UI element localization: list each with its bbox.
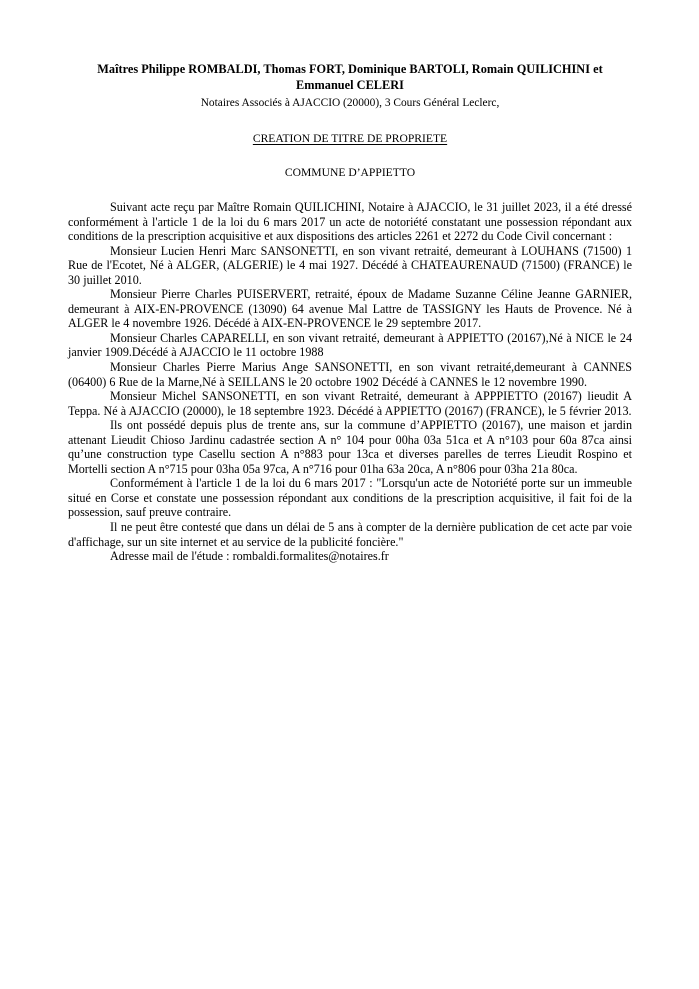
document-content [68,62,632,564]
document-title-text: CREATION DE TITRE DE PROPRIETE [252,132,448,145]
paragraph-email: Adresse mail de l'étude : rombaldi.formalites@notaires.fr [110,549,389,564]
paragraph-person-5: Monsieur Michel SANSONETTI, en son vivant Retraité, demeurant à APPPIETTO (20167) lieudit A Teppa. Né à AJACCIO (20000), le 18 septembre 1923. Décédé à APPIETTO (20167) (FRANCE), le 5 février 2013. [68,389,632,418]
paragraph-intro: Suivant acte reçu par Maître Romain QUILICHINI, Notaire à AJACCIO, le 31 juillet 2023, il a été dressé conformément à l'article 1 de la loi du 6 mars 2017 un acte de notoriété constatant une possession répondant aux conditions de la prescription acquisitive et aux dispositions des articles 2261 et 2272 du Code Civil concernant : [68,200,632,244]
paragraph-contest-clause: Il ne peut être contesté que dans un délai de 5 ans à compter de la dernière publication de cet acte par voie d'affichage, sur un site internet et au service de la publicité foncière." [68,520,632,549]
document-body [68,200,632,564]
paragraph-article-quote: Conformément à l'article 1 de la loi du 6 mars 2017 : "Lorsqu'un acte de Notoriété porte sur un immeuble situé en Corse et constate une possession répondant aux conditions de la prescription acquisitive, il fait foi de la possession, sauf preuve contraire. [68,476,632,520]
letterhead [68,62,632,111]
paragraph-person-2: Monsieur Pierre Charles PUISERVERT, retraité, époux de Madame Suzanne Céline Jeanne GARNIER, demeurant à AIX-EN-PROVENCE (13090) 64 avenue Mal Lattre de TASSIGNY les Hauts de Provence. Né à ALGER le 4 novembre 1926. Décédé à AIX-EN-PROVENCE le 29 septembre 2017. [68,287,632,331]
document-title [68,131,632,146]
firm-name: Maîtres Philippe ROMBALDI, Thomas FORT, Dominique BARTOLI, Romain QUILICHINI et Emmanuel CELERI [97,62,603,92]
commune-subtitle: COMMUNE D’APPIETTO [284,166,416,179]
firm-address: Notaires Associés à AJACCIO (20000), 3 Cours Général Leclerc, [200,97,500,109]
paragraph-person-4: Monsieur Charles Pierre Marius Ange SANSONETTI, en son vivant retraité,demeurant à CANNES (06400) 6 Rue de la Marne,Né à SEILLANS le 20 octobre 1902 Décédé à CANNES le 12 novembre 1990. [68,360,632,389]
paragraph-person-1: Monsieur Lucien Henri Marc SANSONETTI, en son vivant retraité, demeurant à LOUHANS (71500) 1 Rue de l'Ecotet, Né à ALGER, (ALGERIE) le 4 mai 1927. Décédé à CHATEAURENAUD (71500) (FRANCE) le 30 juillet 2010. [68,243,632,287]
paragraph-person-3: Monsieur Charles CAPARELLI, en son vivant retraité, demeurant à APPIETTO (20167),Né à NICE le 24 janvier 1909.Décédé à AJACCIO le 11 octobre 1988 [68,330,632,360]
paragraph-possession: Ils ont possédé depuis plus de trente ans, sur la commune d’APPIETTO (20167), une maison et jardin attenant Lieudit Chioso Jardinu cadastrée section A n° 104 pour 00ha 03a 51ca et A n°103 pour 60a 87ca ainsi qu’une construction type Casellu section A n°883 pour 13ca et diverses parelles de terres Lieudit Rospino et Mortelli section A n°715 pour 03ha 05a 97ca, A n°716 pour 01ha 63a 20ca, A n°806 pour 03ha 21a 80ca. [68,418,632,476]
